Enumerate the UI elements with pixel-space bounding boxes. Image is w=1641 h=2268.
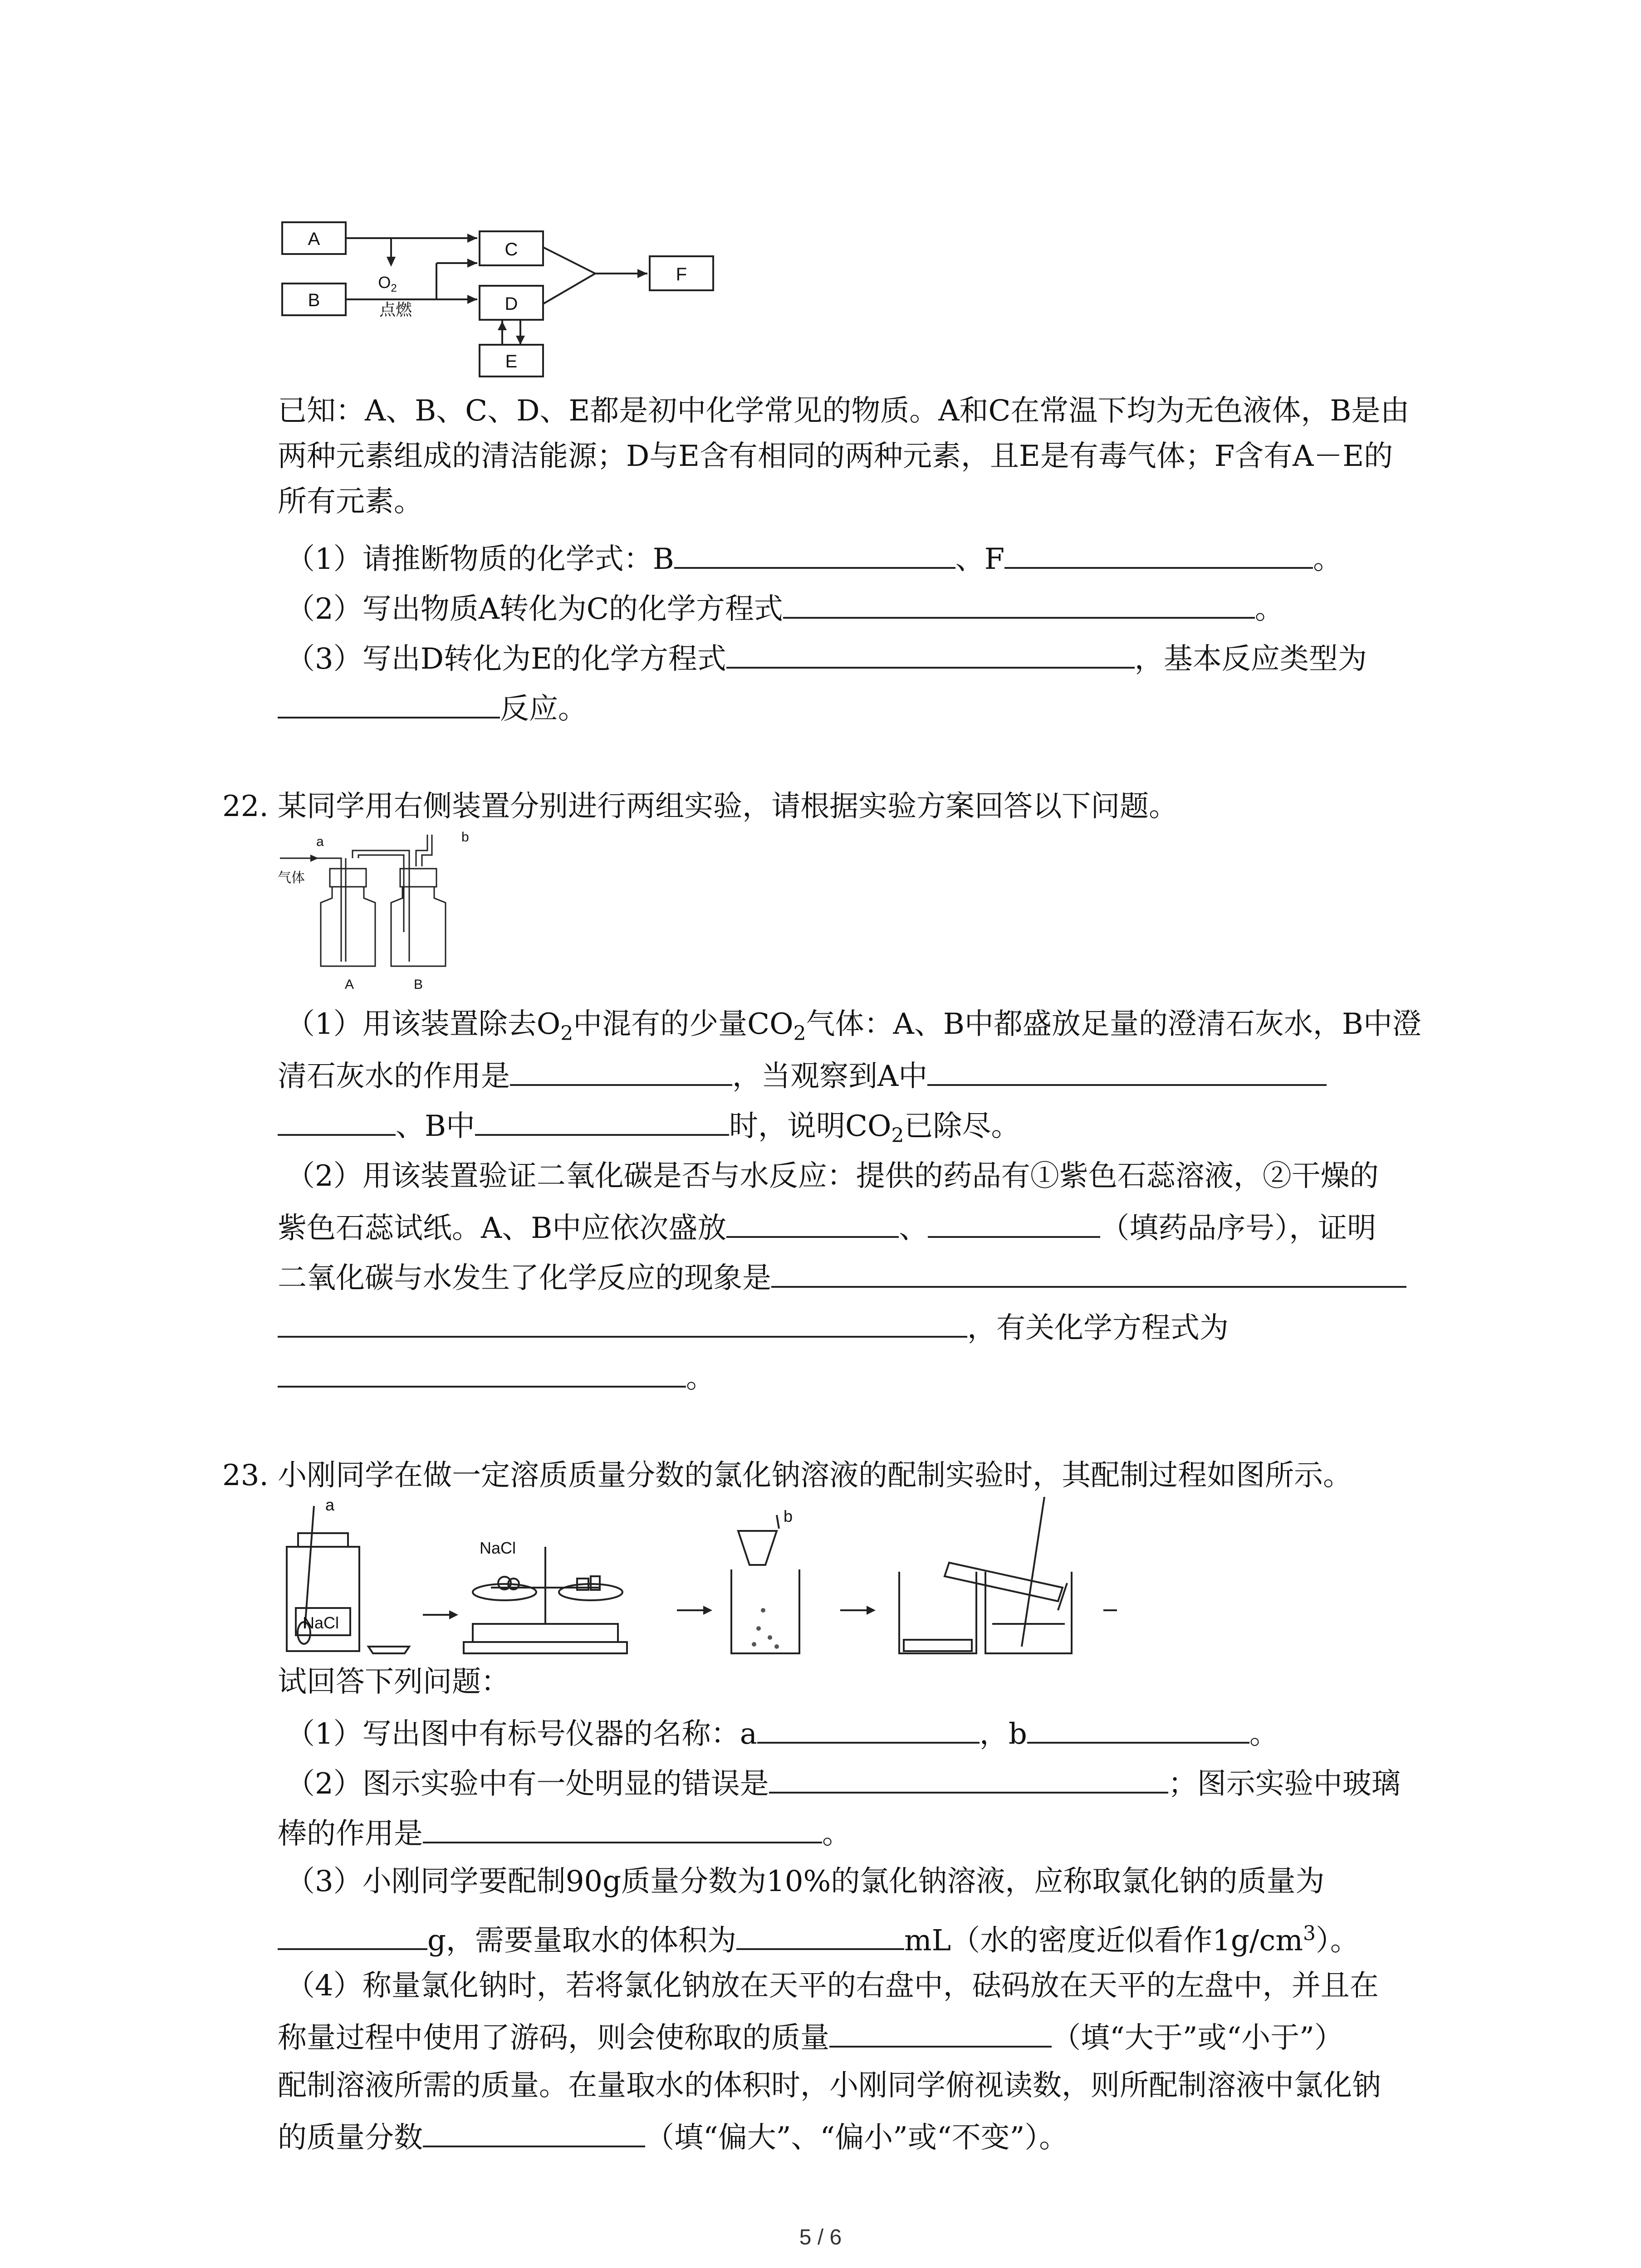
flow-diagram	[278, 213, 731, 395]
q22-part-2-line4: ，有关化学方程式为	[278, 1304, 1229, 1350]
q22-part-2-line2: 紫色石蕊试纸。A、B中应依次盛放 、 （填药品序号），证明	[278, 1204, 1376, 1250]
q21-part-1: （1）请推断物质的化学式：B 、F 。	[286, 535, 1342, 581]
q21-part-3-cont: 反应。	[278, 685, 587, 731]
q23-ask: 试回答下列问题：	[278, 1665, 510, 1699]
q21-part-2: （2）写出物质A转化为C的化学方程式 。	[286, 585, 1284, 631]
answer-blank-rod-role[interactable]	[423, 1810, 822, 1843]
o2-sub: 2	[391, 282, 397, 294]
answer-blank-a-observe-cont[interactable]	[278, 1102, 396, 1136]
answer-blank-error[interactable]	[769, 1760, 1168, 1794]
q23-part-4-line2: 称量过程中使用了游码，则会使称取的质量 （填“大于”或“小于”）	[278, 2014, 1343, 2060]
solution-preparation-figure	[278, 1497, 1122, 1660]
gas-bottles-figure	[278, 826, 514, 998]
label-gas: 气体	[278, 870, 305, 886]
answer-blank-nacl-mass[interactable]	[278, 1916, 427, 1950]
q23-part-4-line1: （4）称量氯化钠时，若将氯化钠放在天平的右盘中，砝码放在天平的左盘中，并且在	[286, 1969, 1379, 2003]
box-label-a: A	[308, 229, 320, 249]
q21-intro-2: 两种元素组成的清洁能源；D与E含有相同的两种元素，且E是有毒气体；F含有A－E的	[278, 440, 1393, 473]
q23-part-2-line2: 棒的作用是 。	[278, 1810, 851, 1856]
answer-blank-instrument-a[interactable]	[757, 1710, 980, 1744]
answer-blank-b-role[interactable]	[510, 1052, 732, 1086]
answer-blank-a-reagent[interactable]	[726, 1204, 899, 1238]
q22-part-1-line2: 清石灰水的作用是 ，当观察到A中	[278, 1052, 1327, 1098]
q23-part-1: （1）写出图中有标号仪器的名称：a ，b 。	[286, 1710, 1279, 1756]
answer-blank-b-observe[interactable]	[475, 1102, 729, 1136]
q23-part-4-line4: 的质量分数 （填“偏大”、“偏小”或“不变”）。	[278, 2114, 1068, 2160]
answer-blank-phenomenon[interactable]	[771, 1254, 1406, 1288]
label-b: b	[461, 830, 469, 845]
q22-part-2-line3: 二氧化碳与水发生了化学反应的现象是	[278, 1254, 1406, 1300]
answer-blank-reaction-type[interactable]	[278, 685, 500, 719]
answer-blank-a-to-c[interactable]	[783, 585, 1255, 619]
label-b: b	[784, 1507, 793, 1525]
label-a: a	[325, 1497, 335, 1514]
q22-title: 22. 某同学用右侧装置分别进行两组实验，请根据实验方案回答以下问题。	[222, 790, 1178, 823]
answer-blank-instrument-b[interactable]	[1027, 1710, 1249, 1744]
label-nacl-bottle: NaCl	[303, 1613, 339, 1632]
page-number: 5 / 6	[799, 2225, 842, 2249]
label-bottle-a: A	[345, 977, 354, 992]
answer-blank-a-observe[interactable]	[927, 1052, 1327, 1086]
box-label-c: C	[505, 240, 518, 259]
q22-part-1-line1: （1）用该装置除去$O_2$中混有的少量$CO_2$气体：A、B中都盛放足量的澄清石灰水，B中澄	[286, 1007, 1421, 1045]
condition-label: 点燃	[379, 301, 412, 319]
answer-blank-equation[interactable]	[278, 1354, 686, 1388]
answer-blank-d-to-e[interactable]	[726, 635, 1135, 669]
q23-title: 23. 小刚同学在做一定溶质质量分数的氯化钠溶液的配制实验时，其配制过程如图所示。	[222, 1459, 1352, 1492]
q22-part-2-line5: 。	[278, 1354, 715, 1400]
box-label-d: D	[505, 294, 518, 314]
o2-label: O	[378, 273, 391, 292]
q21-intro-3: 所有元素。	[278, 485, 423, 518]
q23-part-2-line1: （2）图示实验中有一处明显的错误是 ；图示实验中玻璃	[286, 1760, 1401, 1806]
q23-part-4-line3: 配制溶液所需的质量。在量取水的体积时，小刚同学俯视读数，则所配制溶液中氯化钠	[278, 2069, 1381, 2102]
answer-blank-phenomenon-cont[interactable]	[278, 1304, 967, 1338]
q23-part-3-line2: g，需要量取水的体积为 mL（水的密度近似看作$1g/cm^3$）。	[278, 1912, 1359, 1962]
answer-blank-b[interactable]	[674, 535, 955, 569]
answer-blank-b-reagent[interactable]	[928, 1204, 1100, 1238]
q23-part-3-line1: （3）小刚同学要配制90g质量分数为10%的氯化钠溶液，应称取氯化钠的质量为	[286, 1865, 1325, 1898]
q22-part-2-line1: （2）用该装置验证二氧化碳是否与水反应：提供的药品有①紫色石蕊溶液，②干燥的	[286, 1159, 1379, 1193]
label-nacl-balance: NaCl	[480, 1539, 516, 1557]
svg-text:O2	[378, 273, 397, 294]
label-bottle-b: B	[414, 977, 423, 992]
label-a: a	[316, 834, 324, 849]
q22-part-1-line3: 、B中 时，说明$CO_2$已除尽。	[278, 1102, 1020, 1158]
box-label-b: B	[308, 290, 320, 310]
box-label-f: F	[676, 264, 687, 284]
answer-blank-fraction-change[interactable]	[423, 2114, 645, 2147]
answer-blank-f[interactable]	[1004, 535, 1313, 569]
answer-blank-water-volume[interactable]	[736, 1916, 904, 1950]
q21-part-3: （3）写出D转化为E的化学方程式 ，基本反应类型为	[286, 635, 1367, 681]
q21-intro-1: 已知：A、B、C、D、E都是初中化学常见的物质。A和C在常温下均为无色液体，B是由	[278, 394, 1410, 428]
box-label-e: E	[505, 352, 518, 371]
answer-blank-mass-compare[interactable]	[829, 2014, 1052, 2048]
